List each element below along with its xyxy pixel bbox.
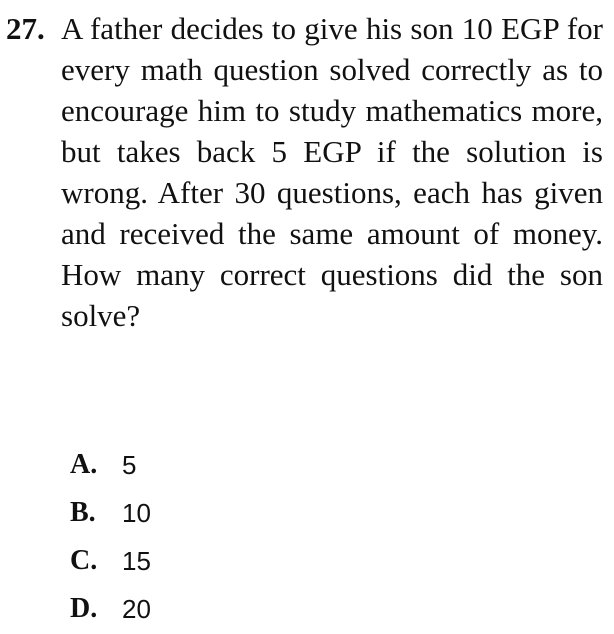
option-d-value: 20 [122,593,151,624]
question-number: 27. [6,11,45,46]
option-a [70,441,151,489]
option-b-letter: B. [70,497,96,528]
option-b [70,489,151,537]
option-d [70,585,151,633]
question-text: A father decides to give his son 10 EGP for every math question solved correctly as to encourage him to study mathematics more, but takes back 5 EGP if the solution is wrong. After 30 questions, each has given and received the same amount of money. How many correct questions did the son solve? [61,11,603,333]
option-c [70,537,151,585]
option-b-value: 10 [122,497,151,528]
option-a-letter: A. [70,449,98,480]
option-a-value: 5 [122,449,137,480]
option-d-letter: D. [70,593,98,624]
answer-options [70,441,151,633]
option-c-value: 15 [122,545,151,576]
option-c-letter: C. [70,545,98,576]
